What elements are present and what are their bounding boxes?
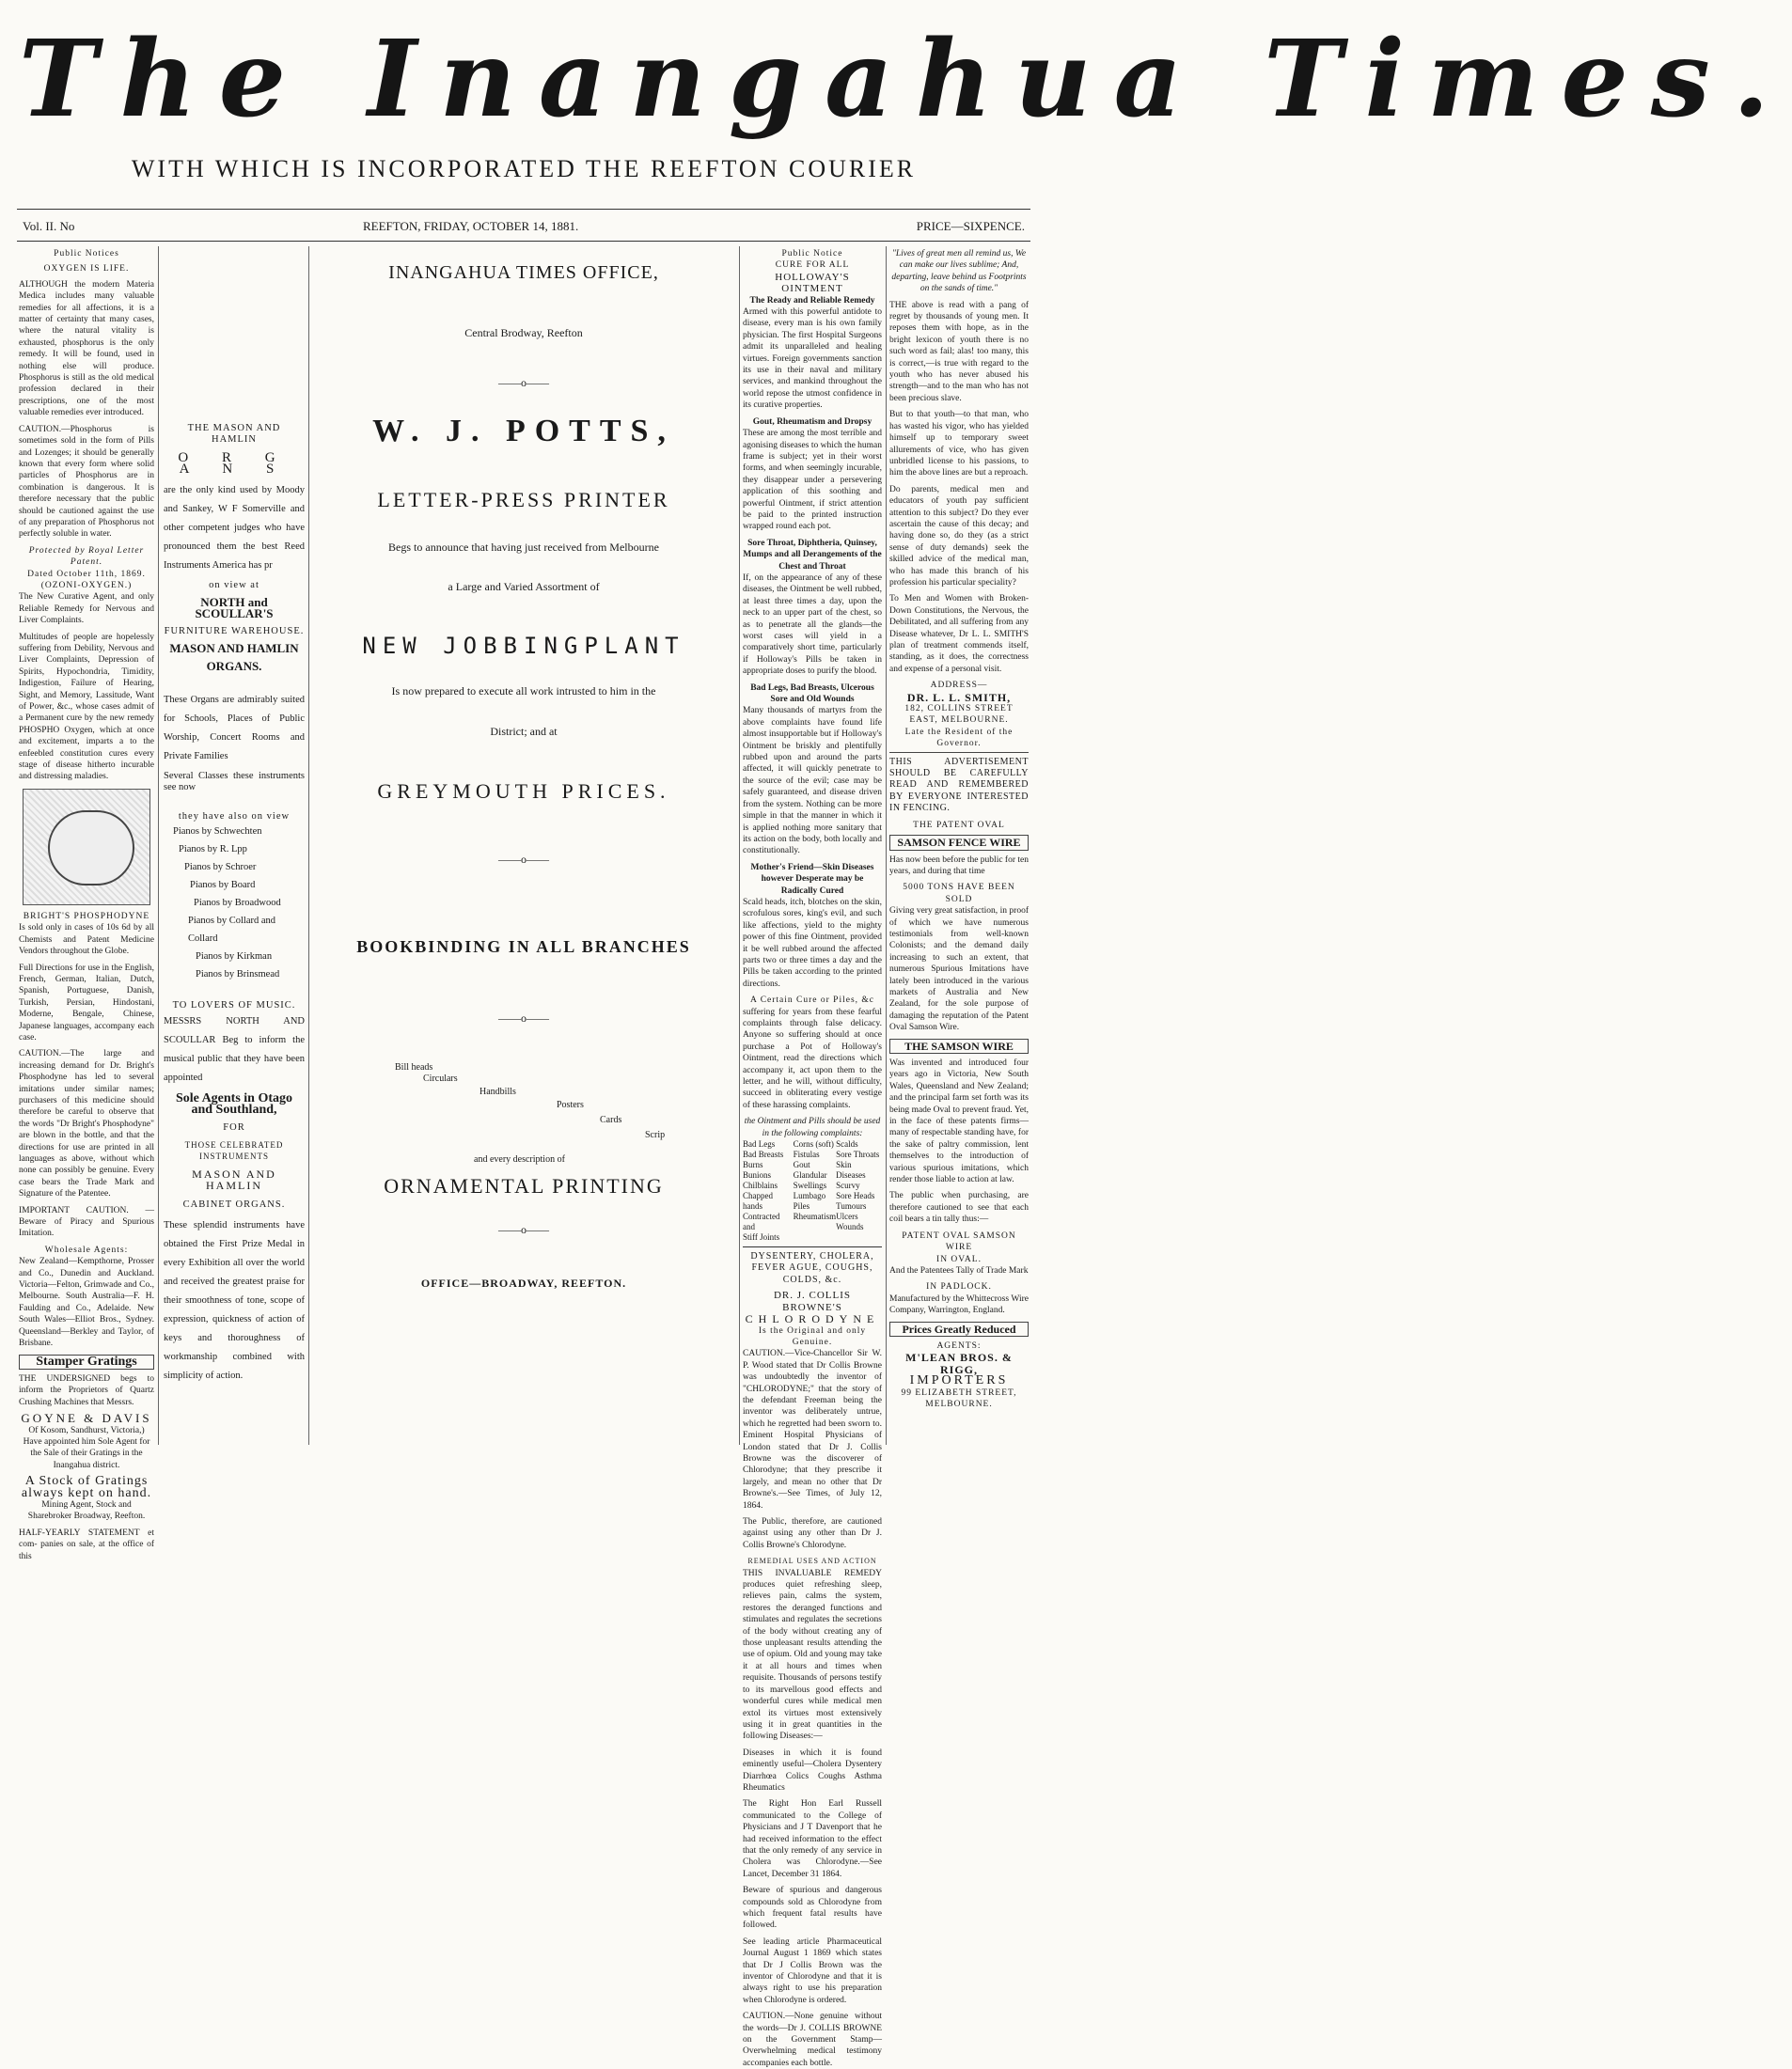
ad-heading-mason: THE MASON AND HAMLIN: [187, 423, 281, 446]
ad-heading-dysentery: DYSENTERY, CHOLERA, FEVER AGUE, COUGHS, COLDS, &c.: [750, 1251, 874, 1285]
complaint-item: Contracted and: [743, 1212, 780, 1232]
ad-heading-chlorodyne: CHLORODYNE: [745, 1312, 880, 1326]
complaint-item: Gout: [793, 1160, 810, 1170]
complaint-item: Corns (soft): [793, 1139, 834, 1150]
ad-text: THIS INVALUABLE REMEDY produces quiet refreshing sleep, relieves pain, calms the system, restores the deranged functions and stimulates and regulates the secretions of the body without creating any of those unpleasant results attending the use of opium. Old and young may take it at all hours and times when requisite. Thousands of persons testify to its marvellous good effects and wonderful cures while medical men extol its virtues most extensively using it in great quantities in the following Diseases:—: [743, 1568, 882, 1742]
column-1: [19, 248, 154, 1561]
printing-item: Scrip: [645, 1129, 666, 1140]
complaint-item: Sore Throats: [836, 1150, 880, 1160]
ad-text: These Organs are admirably suited for Schools, Places of Public Worship, Concert Rooms and Private Families: [164, 695, 305, 762]
complaint-item: Bad Legs: [743, 1139, 776, 1150]
ad-subheading: Mother's Friend—Skin Diseases however Desperate may be Radically Cured: [750, 862, 874, 896]
column-5: [889, 248, 1029, 1442]
ad-text: Has now been before the public for ten years, and during that time: [889, 854, 1029, 876]
dateline-rule: [17, 241, 1030, 242]
ad-text: Beware of spurious and dangerous compounds sold as Chlorodyne from which frequent fatal results have followed.: [743, 1886, 882, 1931]
ad-heading-brights: BRIGHT'S PHOSPHODYNE: [23, 911, 150, 921]
complaints-col: [743, 1139, 794, 1243]
ad-text: Central Brodway, Reefton: [464, 326, 583, 340]
ad-heading-oxygen: OXYGEN IS LIFE.: [43, 264, 130, 274]
ad-text: 99 ELIZABETH STREET, MELBOURNE.: [901, 1387, 1017, 1409]
ad-subheading: Wholesale Agents:: [44, 1245, 129, 1255]
ad-subheading: Protected by Royal Letter Patent.: [28, 545, 145, 568]
ad-text: These splendid instruments have obtained the First Prize Medal in every Exhibition all over the world and received the greatest praise for their smoothness of tone, scope of expression, quickness of action of keys and thoroughness of workmanship combined with simplicity of action.: [164, 1219, 305, 1381]
complaint-item: Lumbago: [793, 1191, 826, 1201]
ad-subheading: A Certain Cure or Piles, &c: [749, 995, 874, 1006]
ad-heading-organs2: ORGANS.: [206, 658, 262, 673]
separator: ——o——: [498, 853, 549, 867]
phosphodyne-label-illustration: [23, 789, 150, 905]
ad-heading-organs: O R G A N S: [178, 449, 291, 478]
ad-heading-sole: Sole Agents in Otago and Southland,: [175, 1090, 293, 1118]
ad-text: Several Classes these instruments see now: [164, 771, 305, 793]
ad-text: Was invented and introduced four years ago in Victoria, New South Wales, Queensland and New Zealand; and the principal farm set forth was its being made Oval to prevent fraud. Yet, in the face of these patents firms—many of respectable standing have, for the sake of paltry commission, lent themselves to the introduction of various spurious imitations, which render those liable to action at law.: [889, 1058, 1029, 1185]
ad-text: Do parents, medical men and educators of youth pay sufficient attention to this subject? Do they ever ascertain the cause of this decay; and having done so, do they (as a strict sense of duty demands) seek the skilled advice of the medical man, who has made this branch of his profession his particular speciality?: [889, 484, 1029, 588]
ad-text: they have also on view: [178, 810, 291, 822]
ad-text: The Public, therefore, are cautioned against using any other than Dr J. Collis Browne's Chlorodyne.: [743, 1517, 882, 1550]
ad-heading-cabinet: CABINET ORGANS.: [182, 1199, 286, 1210]
piano-item: Pianos by Board: [190, 880, 256, 891]
ad-heading-north: NORTH and SCOULLAR'S: [195, 595, 274, 621]
ad-text: CAUTION.—None genuine without the words—Dr J. COLLIS BROWNE on the Government Stamp—Overwhelming medical testimony accompanies each bottle.: [743, 2012, 882, 2068]
ad-heading-stamper: Stamper Gratings: [19, 1355, 154, 1370]
ad-heading-samson: SAMSON FENCE WIRE: [889, 835, 1029, 850]
ad-text: THE above is read with a pang of regret by thousands of young men. It reposes them with hope, as in the bright lexicon of youth there is no such word as fail; alas! too many, this is correct,—is true with regard to the youth who has never abused his strength—and to the man who has not been precious slave.: [889, 300, 1029, 403]
ad-heading-advert: THIS ADVERTISEMENT SHOULD BE CAREFULLY READ AND REMEMBERED BY EVERYONE INTERESTED IN FENCING.: [889, 756, 1029, 814]
separator: ——o——: [498, 1223, 549, 1237]
ad-subheading: Is the Original and only Genuine.: [758, 1325, 867, 1347]
piano-item: Pianos by Collard and Collard: [188, 916, 276, 945]
ad-heading-letterpress: LETTER-PRESS PRINTER: [377, 487, 670, 511]
ad-text: Late the Resident of the Governor.: [889, 727, 1029, 753]
ad-heading-potts: W. J. POTTS,: [372, 414, 675, 449]
ad-verse: "Lives of great men all remind us, We can make our lives sublime; And, departing, leave behind us Footprints on the sands of time.": [891, 249, 1027, 294]
ad-text: Many thousands of martyrs from the above complaints have found life almost insupportable but if Holloway's Ointment be briskly and plentifully rubbed upon and around the parts affected, it will quickly penetrate to the source of the evil; case may be safely guaranteed, and disease driven from the system. Nothing can be more simple in that the manner in which it is applied nothing more sanitary that its action on the body, both locally and constitutionally.: [743, 706, 882, 856]
ad-heading-greymouth: GREYMOUTH PRICES.: [377, 779, 670, 804]
ad-heading-jobbing-plant: NEW JOBBINGPLANT: [362, 632, 685, 659]
ad-subheading: THE PATENT OVAL: [913, 820, 1005, 830]
ad-text: Giving very great satisfaction, in proof of which we have numerous testimonials from well-known Colonists; and the demand daily increasing to such an extent, that numerous Spurious Imitations have lately been introduced in the various markets of Australia and New Zealand, for the sole purpose of damaging the reputation of the Patent Oval Samson Wire.: [889, 906, 1029, 1033]
ad-text: Begs to announce that having just received from Melbourne: [388, 541, 659, 555]
piano-item: Pianos by Schwechten: [173, 826, 262, 838]
ad-text: FURNITURE WAREHOUSE.: [164, 625, 305, 636]
ad-text: Armed with this powerful antidote to disease, every man is his own family physician. The first Hospital Surgeons admit its unparalleled and healing virtues. Foreign governments sanction its use in their naval and military services, and mankind throughout the world repose the utmost confidence in its curative properties.: [743, 307, 882, 411]
ad-subheading: the Ointment and Pills should be used in the following complaints:: [744, 1117, 881, 1138]
ad-heading-holloway: HOLLOWAY'S OINTMENT: [775, 271, 850, 295]
dateline: [23, 219, 1025, 236]
ad-text: Mining Agent, Stock and Sharebroker Broadway, Reefton.: [27, 1499, 146, 1522]
ad-text: Of Kosom, Sandhurst, Victoria,) Have appointed him Sole Agent for the Sale of their Gratings in the Inangahua district.: [23, 1425, 150, 1470]
ad-text: Full Directions for use in the English, French, German, Italian, Dutch, Spanish, Portuguese, Danish, Turkish, Persian, Hindostani, Moderne, Bengale, Chinese, Japanese languages, accompany each case.: [19, 963, 154, 1042]
printing-item: Cards: [600, 1114, 622, 1125]
ad-text: If, on the appearance of any of these diseases, the Ointment be well rubbed, at least three times a day, upon the neck to an upper part of the chest, so as to penetrate all the glands—the worst cases will yield in a comparatively short time, particularly if Holloway's Pills be taken in appropriate doses to purify the blood.: [743, 572, 882, 677]
ad-subheading: The Ready and Reliable Remedy: [749, 295, 875, 306]
ad-heading-mh: MASON AND HAMLIN: [169, 641, 299, 656]
ad-text: ALTHOUGH the modern Materia Medica includes many valuable remedies for all affections, it is a matter of certainty that many cases, where the natural vitality is exhausted, phosphorus is the only remedy. It will be found, used in nothing else will produce. Phosphorus is still as the old medical profession declared in their prescriptions, one of the most valuable remedies ever introduced.: [19, 279, 154, 418]
separator: ——o——: [498, 1011, 549, 1026]
printing-item: Circulars: [423, 1073, 458, 1084]
piano-item: Pianos by Brinsmead: [196, 969, 280, 980]
ad-text: are the only kind used by Moody and Sankey, W F Somerville and other competent judges who have pronounced them the best Reed Instruments America has pr: [164, 484, 305, 571]
column-divider: [886, 246, 887, 1445]
column-divider: [158, 246, 159, 1445]
ad-subheading: Dated October 11th, 1869.: [27, 569, 146, 579]
complaint-item: Sore Heads: [836, 1191, 875, 1201]
ad-subheading: PATENT OVAL SAMSON WIRE: [902, 1230, 1016, 1253]
ad-text: But to that youth—to that man, who has wasted his vigor, who has yielded himself up to temporary sweet allurements of vice, who has given unbridled license to his passions, to him the above lines are but a reproach.: [889, 410, 1029, 478]
ad-text: on view at: [209, 579, 259, 590]
ad-text: THOSE CELEBRATED INSTRUMENTS: [184, 1139, 284, 1162]
ad-text: And the Patentees Tally of Trade Mark: [889, 1265, 1029, 1276]
issue-price: PRICE—SIXPENCE.: [916, 219, 1025, 233]
ad-subheading: Sore Throat, Diphtheria, Quinsey, Mumps and all Derangements of the Chest and Throat: [743, 538, 882, 572]
ad-text: CAUTION.—Phosphorus is sometimes sold in the form of Pills and Lozenges; it should be generally known that every form where solid particles of Phosphorus are in combination is dangerous. It is therefore necessary that the public should be cautioned against the use of any preparation of Phosphorus not perfectly soluble in water.: [19, 424, 154, 540]
ad-text: Is now prepared to execute all work intrusted to him in the: [391, 684, 656, 698]
complaint-item: Chapped hands: [743, 1191, 773, 1212]
ad-subheading: Gout, Rheumatism and Dropsy: [752, 416, 872, 427]
complaint-item: Ulcers: [836, 1212, 858, 1222]
ad-text: a Large and Varied Assortment of: [448, 580, 600, 594]
ad-subheading: IN PADLOCK.: [926, 1282, 992, 1293]
issue-date: REEFTON, FRIDAY, OCTOBER 14, 1881.: [363, 219, 579, 233]
ad-text: CAUTION.—The large and increasing demand for Dr. Bright's Phosphodyne has led to several imitations under similar names; purchasers of this medicine should therefore be careful to observe that the words "Dr Bright's Phosphodyne" are blown in the bottle, and that the directions for use are printed in all languages as above, without which none can possibly be genuine. Every case bears the Trade Mark and Signature of the Patentee.: [19, 1049, 154, 1199]
column-4: [743, 248, 883, 2068]
seal-icon: [48, 810, 134, 886]
ad-heading-office: INANGAHUA TIMES OFFICE,: [388, 262, 659, 283]
ad-subheading: AGENTS:: [936, 1340, 982, 1351]
ad-text: The New Curative Agent, and only Reliable Remedy for Nervous and Liver Complaints.: [19, 592, 154, 626]
complaint-item: Bad Breasts: [743, 1150, 784, 1160]
ad-heading-goyne: GOYNE & DAVIS: [21, 1411, 152, 1426]
ad-subheading: 5000 TONS HAVE BEEN SOLD: [903, 883, 1015, 904]
ad-text: Scald heads, itch, blotches on the skin, scrofulous sores, king's evil, and such like affections, yield to the mighty power of this fine Ointment, provided it be well rubbed around the affected parts two or three times a day and the Pills be taken according to the printed directions.: [743, 897, 882, 989]
section-label: Public Notice: [781, 249, 843, 259]
ad-heading-lovers: TO LOVERS OF MUSIC.: [172, 1000, 296, 1011]
ad-subheading: CURE FOR ALL: [775, 260, 850, 271]
printing-item: Bill heads: [395, 1061, 433, 1073]
ad-subheading: REMEDIAL USES AND ACTION: [747, 1557, 877, 1566]
ad-text: These are among the most terrible and agonising diseases to which the human frame is subject; yet in their worst forms, and when seemingly incurable, they disappear under a persevering application of this soothing and powerful Ointment, if strict attention be paid to the printed instruction wrapped round each pot.: [743, 429, 883, 532]
complaint-item: Burns: [743, 1160, 763, 1170]
column-divider: [308, 246, 309, 1445]
complaint-item: Rheumatism: [793, 1212, 837, 1222]
ad-text: 182, COLLINS STREET EAST, MELBOURNE.: [904, 704, 1014, 726]
ad-subheading: (OZONI-OXYGEN.): [40, 580, 133, 590]
complaint-item: Stiff Joints: [743, 1232, 780, 1243]
printing-item: and every description of: [474, 1153, 565, 1165]
column-3-printing-ad: [314, 248, 733, 1442]
ad-text: IMPORTANT CAUTION. — Beware of Piracy and Spurious Imitation.: [19, 1205, 154, 1239]
piano-item: Pianos by R. Lpp: [179, 844, 247, 855]
divider: [743, 1246, 882, 1247]
printing-items: [314, 1062, 733, 1175]
printing-item: Posters: [557, 1099, 584, 1110]
complaints-col: [836, 1139, 882, 1243]
ad-subheading: ADDRESS—: [930, 681, 988, 691]
ad-text: HALF-YEARLY STATEMENT et com- panies on sale, at the office of this: [19, 1528, 154, 1561]
separator: ——o——: [498, 375, 549, 389]
ad-text: The public when purchasing, are therefore cautioned to see that each coil bears a tin tally thus:—: [889, 1191, 1029, 1225]
piano-item: Pianos by Schroer: [184, 862, 257, 873]
ad-text: Diseases in which it is found eminently useful—Cholera Dysentery Diarrhœa Colics Coughs Asthma Rheumatics: [743, 1748, 882, 1793]
complaints-table: [743, 1139, 882, 1243]
complaint-item: Swellings: [793, 1181, 827, 1191]
ad-heading-mclean: M'LEAN BROS. & RIGG,: [905, 1351, 1013, 1376]
ad-subheading: Bad Legs, Bad Breasts, Ulcerous Sore and Old Wounds: [750, 682, 874, 705]
ad-text: See leading article Pharmaceutical Journal August 1 1869 which states that Dr J Collis Brown was the inventor of Chlorodyne and that it is always right to use his preparation when Chlorodyne is ordered.: [743, 1936, 882, 2005]
ad-text: suffering for years from these fearful complaints through false delicacy. Anyone so suffering should at once purchase a Pot of Holloway's Ointment, read the directions which accompany it, act upon them to the letter, and he will, without difficulty, succeed in obliterating every vestige of these harassing complaints.: [743, 1007, 882, 1110]
section-label: Public Notices: [54, 249, 119, 259]
complaint-item: Scurvy: [836, 1181, 860, 1191]
complaint-item: Skin Diseases: [836, 1160, 866, 1181]
newspaper-subtitle: WITH WHICH IS INCORPORATED THE REEFTON COURIER: [131, 155, 917, 182]
masthead-rule: [17, 209, 1030, 210]
ad-text: Multitudes of people are hopelessly suffering from Debility, Nervous and Liver Complaints, Depression of Spirits, Hypochondria, Timidity, Indigestion, Failure of Hearing, Sight, and Memory, Lassitude, Want of Power, &c., whose cases admit of a Permanent cure by the new remedy PHOSPHO Oxygen, which at once and excitement, imparts a to the enfeebled constitution cures every stage of disease hitherto incurable and distressing maladies.: [19, 632, 154, 782]
ad-heading-prices: Prices Greatly Reduced: [889, 1322, 1029, 1337]
ad-subheading: IN OVAL.: [936, 1254, 982, 1264]
ad-footer-address: OFFICE—BROADWAY, REEFTON.: [420, 1276, 627, 1290]
ad-text: The Right Hon Earl Russell communicated to the College of Physicians and J T Davenport that he had received information to the effect that the only remedy of any service in Cholera was Chlorodyne.—See Lancet, December 31 1864.: [743, 1799, 882, 1879]
complaint-item: Fistulas: [793, 1150, 820, 1160]
ad-text: New Zealand—Kempthorne, Prosser and Co., Dunedin and Auckland. Victoria—Felton, Grimwade and Co., Melbourne. South Australia—F. H. Faulding and Co., Adelaide. New South Wales—Elliot Bros., Sydney. Queensland—Berkley and Taylor, of Brisbane.: [19, 1257, 154, 1349]
complaint-item: Tumours: [836, 1201, 867, 1212]
ad-text: THE UNDERSIGNED begs to inform the Proprietors of Quartz Crushing Machines that Messrs.: [19, 1373, 154, 1407]
masthead: [19, 9, 1792, 186]
ad-heading-importers: IMPORTERS: [909, 1373, 1009, 1388]
ad-text: District; and at: [490, 724, 558, 738]
complaint-item: Glandular: [793, 1170, 827, 1181]
ad-text: MESSRS NORTH AND SCOULLAR Beg to inform the musical public that they have been appointed: [164, 1015, 305, 1083]
ad-heading-collis: DR. J. COLLIS BROWNE'S: [773, 1290, 852, 1313]
ad-text: To Men and Women with Broken-Down Constitutions, the Nervous, the Debilitated, and all suffering from any Disease whatever, Dr L. L. SMITH'S plan of treatment commends itself, standing, as it does, the correctness and expense of a personal visit.: [889, 594, 1029, 674]
printing-item: Handbills: [479, 1086, 516, 1097]
complaint-item: Bunions: [743, 1170, 772, 1181]
complaints-col: [794, 1139, 837, 1243]
column-2: [164, 248, 305, 1442]
volume-number: Vol. II. No: [23, 219, 75, 233]
piano-item: Pianos by Broadwood: [194, 898, 281, 909]
ad-heading-smith: DR. L. L. SMITH,: [906, 690, 1012, 704]
ad-heading-samson-wire: THE SAMSON WIRE: [889, 1039, 1029, 1054]
complaint-item: Piles: [793, 1201, 810, 1212]
ad-text: Manufactured by the Whittecross Wire Company, Warrington, England.: [889, 1293, 1029, 1316]
complaint-item: Scalds: [836, 1139, 858, 1150]
ad-heading-bookbinding: BOOKBINDING IN ALL BRANCHES: [356, 936, 691, 956]
piano-list: [173, 823, 305, 983]
ad-text: FOR: [223, 1121, 245, 1133]
ad-heading-mh2: MASON AND HAMLIN: [192, 1167, 276, 1193]
piano-item: Pianos by Kirkman: [196, 951, 273, 963]
ad-text: CAUTION.—Vice-Chancellor Sir W. P. Wood stated that Dr Collis Browne was undoubtedly the inventor of "CHLORODYNE;" that the story of the defendant Freeman being the inventor was deliberately untrue, which he regretted had been sworn to. Eminent Hospital Physicians of London stated that Dr J. Collis Browne was the discoverer of Chlorodyne; that they prescribe it largely, and mean no other that Dr Browne's.—See Times, of July 12, 1864.: [743, 1349, 882, 1511]
ad-text: Is sold only in cases of 10s 6d by all Chemists and Patent Medicine Vendors throughout the Globe.: [19, 923, 154, 957]
ad-heading-ornamental: ORNAMENTAL PRINTING: [384, 1173, 664, 1198]
column-divider: [739, 246, 740, 1445]
ad-heading-stock: A Stock of Gratings always kept on hand.: [21, 1474, 152, 1500]
newspaper-title: The Inangahua Times.: [19, 18, 1792, 141]
complaint-item: Wounds: [836, 1222, 864, 1232]
complaint-item: Chilblains: [743, 1181, 778, 1191]
